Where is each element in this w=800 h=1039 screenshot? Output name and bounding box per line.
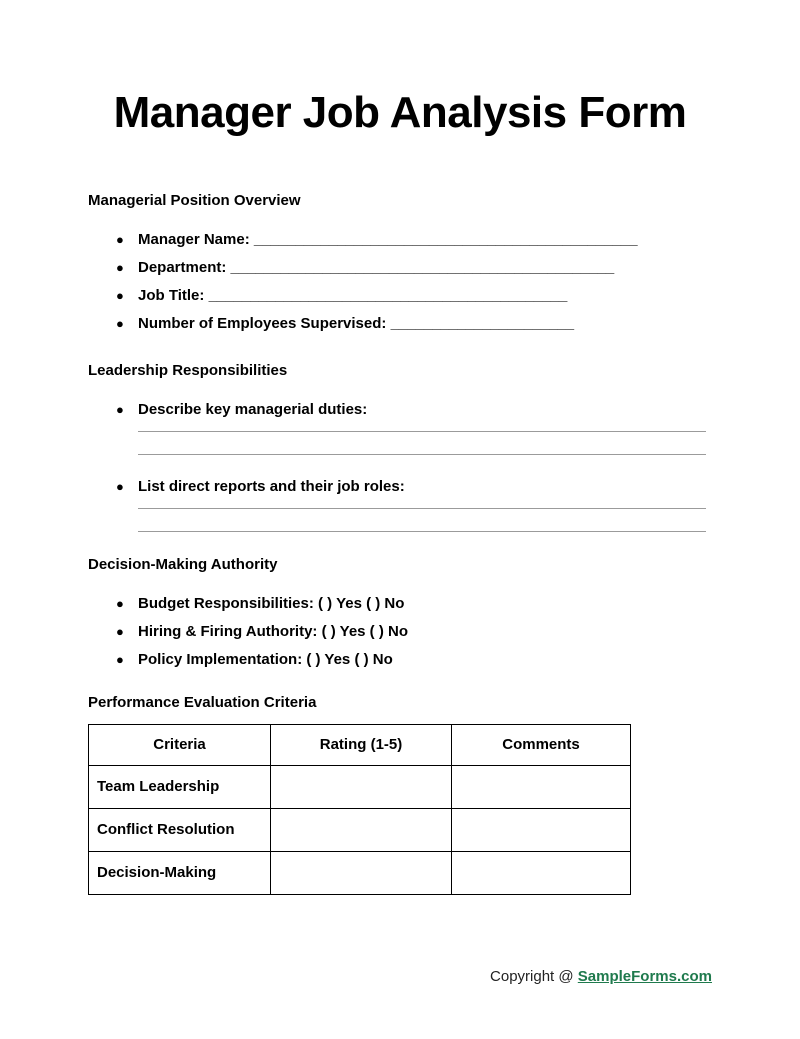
performance-evaluation-table bbox=[88, 724, 631, 895]
spacer bbox=[88, 455, 712, 473]
section-heading-decision-making-authority: Decision-Making Authority bbox=[88, 555, 278, 573]
table-cell-rating[interactable] bbox=[271, 808, 452, 851]
list-item-label[interactable]: Hiring & Firing Authority: ( ) Yes ( ) No bbox=[138, 622, 408, 640]
list-leadership-responsibilities-2 bbox=[88, 473, 712, 501]
list-item bbox=[88, 310, 712, 338]
list-item-label: Department: bbox=[138, 258, 227, 276]
list-decision-making-authority bbox=[88, 590, 712, 674]
fill-in-blank[interactable]: ___________________________________________ bbox=[204, 286, 568, 304]
bullet-icon: ● bbox=[116, 287, 124, 303]
table-header-row bbox=[89, 724, 631, 765]
spacer bbox=[88, 338, 712, 362]
list-item-label[interactable]: Policy Implementation: ( ) Yes ( ) No bbox=[138, 650, 393, 668]
list-item bbox=[88, 226, 712, 254]
section-heading-performance-evaluation-criteria: Performance Evaluation Criteria bbox=[88, 693, 317, 711]
list-item bbox=[88, 282, 712, 310]
table-header-comments: Comments bbox=[452, 724, 631, 765]
bullet-icon: ● bbox=[116, 315, 124, 331]
spacer bbox=[88, 573, 712, 590]
footer bbox=[88, 968, 712, 985]
list-item-label: List direct reports and their job roles: bbox=[138, 477, 405, 495]
table-cell-comments[interactable] bbox=[452, 808, 631, 851]
fill-in-blank[interactable]: ______________________ bbox=[386, 314, 575, 332]
list-item-label: Number of Employees Supervised: bbox=[138, 314, 387, 332]
table-cell-rating[interactable] bbox=[271, 851, 452, 894]
list-item-label[interactable]: Budget Responsibilities: ( ) Yes ( ) No bbox=[138, 594, 405, 612]
list-item-label: Job Title: bbox=[138, 286, 205, 304]
table-row bbox=[89, 851, 631, 894]
list-item bbox=[88, 473, 712, 501]
list-item bbox=[88, 618, 712, 646]
section-heading-managerial-position-overview: Managerial Position Overview bbox=[88, 191, 301, 209]
table-cell-comments[interactable] bbox=[452, 765, 631, 808]
section-heading-leadership-responsibilities: Leadership Responsibilities bbox=[88, 361, 288, 379]
bullet-icon: ● bbox=[116, 478, 124, 494]
bullet-icon: ● bbox=[116, 401, 124, 417]
list-item bbox=[88, 254, 712, 282]
table-row bbox=[89, 765, 631, 808]
bullet-icon: ● bbox=[116, 259, 124, 275]
bullet-icon: ● bbox=[116, 651, 124, 667]
write-in-line[interactable] bbox=[138, 507, 706, 509]
table-cell-rating[interactable] bbox=[271, 765, 452, 808]
sampleforms-link[interactable]: SampleForms.com bbox=[577, 968, 712, 985]
bullet-icon: ● bbox=[116, 231, 124, 247]
list-item-label: Manager Name: bbox=[138, 230, 250, 248]
spacer bbox=[88, 379, 712, 396]
bullet-icon: ● bbox=[116, 595, 124, 611]
table-cell-criteria: Decision-Making bbox=[89, 851, 271, 894]
table-cell-criteria: Conflict Resolution bbox=[89, 808, 271, 851]
answer-lines-managerial-duties bbox=[88, 424, 712, 455]
list-item bbox=[88, 396, 712, 424]
table-row bbox=[89, 808, 631, 851]
write-in-line[interactable] bbox=[138, 430, 706, 432]
spacer bbox=[88, 209, 712, 226]
list-item bbox=[88, 646, 712, 674]
table-header-criteria: Criteria bbox=[89, 724, 271, 765]
bullet-icon: ● bbox=[116, 623, 124, 639]
spacer bbox=[88, 532, 712, 556]
fill-in-blank[interactable]: ______________________________________________ bbox=[226, 258, 615, 276]
table-cell-comments[interactable] bbox=[452, 851, 631, 894]
answer-lines-direct-reports bbox=[88, 501, 712, 532]
list-leadership-responsibilities bbox=[88, 396, 712, 424]
fill-in-blank[interactable]: ______________________________________________ bbox=[249, 230, 638, 248]
list-item-label: Describe key managerial duties: bbox=[138, 400, 368, 418]
page-title: Manager Job Analysis Form bbox=[113, 88, 687, 137]
list-managerial-position-overview bbox=[88, 226, 712, 338]
spacer bbox=[88, 139, 712, 192]
spacer bbox=[88, 674, 712, 694]
list-item bbox=[88, 590, 712, 618]
copyright-text: Copyright @ bbox=[490, 968, 578, 985]
table-cell-criteria: Team Leadership bbox=[89, 765, 271, 808]
table-header-rating: Rating (1-5) bbox=[271, 724, 452, 765]
